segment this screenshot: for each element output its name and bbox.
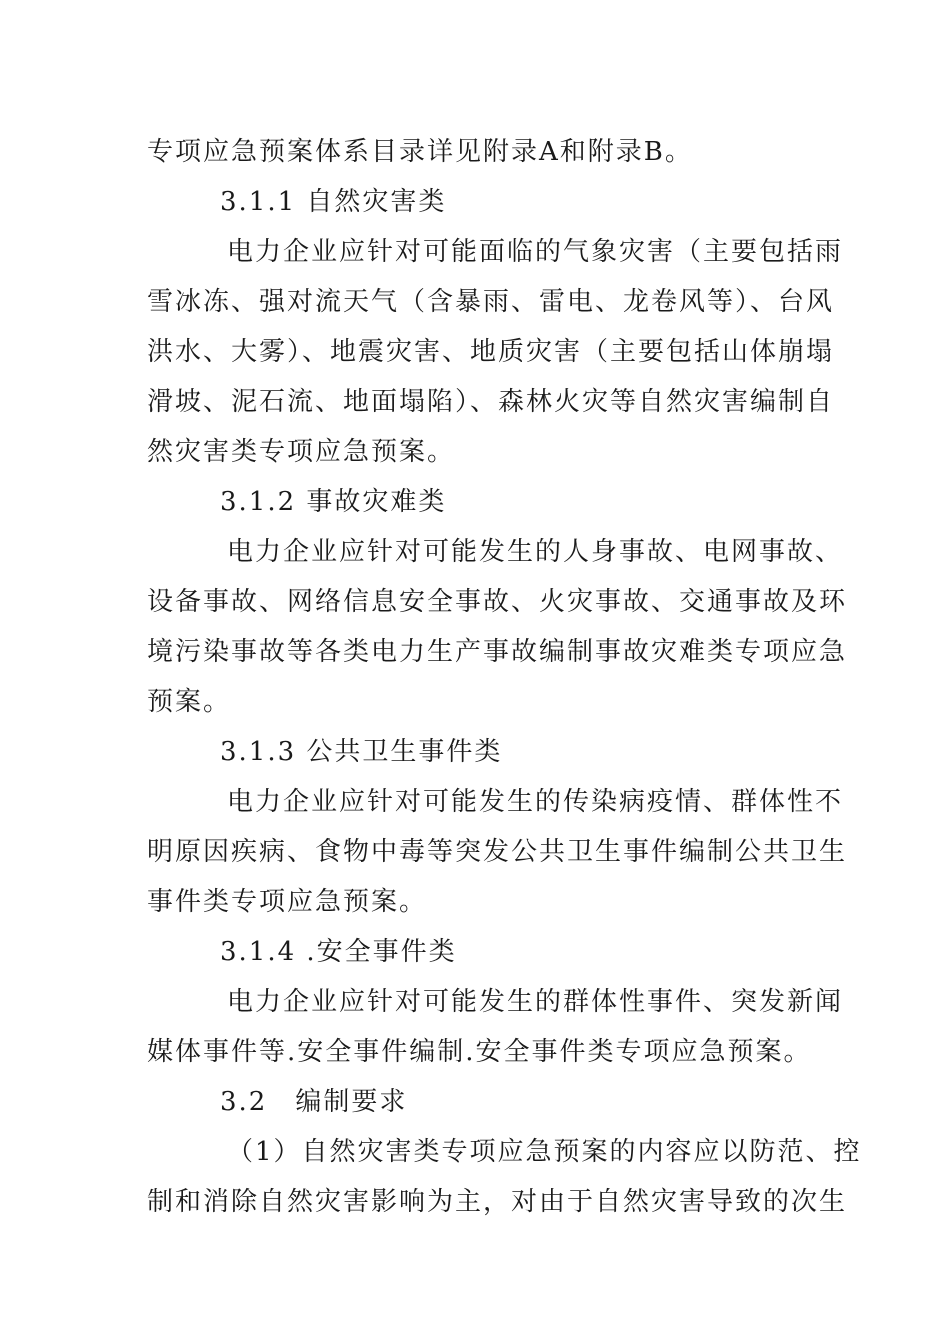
paragraph-line: 滑坡、泥石流、地面塌陷）、森林火灾等自然灾害编制自	[147, 387, 835, 417]
section-heading: 3.1.3 公共卫生事件类	[220, 737, 503, 767]
paragraph-line: 电力企业应针对可能面临的气象灾害（主要包括雨	[227, 237, 844, 267]
paragraph-line: 设备事故、网络信息安全事故、火灾事故、交通事故及环	[147, 587, 848, 617]
paragraph-line: 雪冰冻、强对流天气（含暴雨、雷电、龙卷风等）、台风	[147, 287, 835, 317]
paragraph-line: 洪水、大雾）、地震灾害、地质灾害（主要包括山体崩塌	[147, 337, 835, 367]
section-heading: 3.1.1 自然灾害类	[220, 187, 447, 217]
paragraph-line: 预案。	[147, 687, 232, 717]
paragraph-line: 电力企业应针对可能发生的群体性事件、突发新闻	[227, 987, 844, 1017]
paragraph-line: 电力企业应针对可能发生的传染病疫情、群体性不	[227, 787, 844, 817]
paragraph-line: 事件类专项应急预案。	[147, 887, 428, 917]
paragraph-line: 专项应急预案体系目录详见附录A和附录B。	[147, 137, 693, 167]
section-heading: 3.1.2 事故灾难类	[220, 487, 447, 517]
paragraph-line: 媒体事件等.安全事件编制.安全事件类专项应急预案。	[147, 1037, 812, 1067]
section-heading: 3.2 编制要求	[220, 1087, 408, 1117]
section-heading: 3.1.4 .安全事件类	[220, 937, 457, 967]
paragraph-line: （1）自然灾害类专项应急预案的内容应以防范、控	[227, 1137, 862, 1167]
paragraph-line: 境污染事故等各类电力生产事故编制事故灾难类专项应急	[147, 637, 848, 667]
paragraph-line: 制和消除自然灾害影响为主，对由于自然灾害导致的次生	[147, 1187, 848, 1217]
paragraph-line: 明原因疾病、食物中毒等突发公共卫生事件编制公共卫生	[147, 837, 848, 867]
paragraph-line: 电力企业应针对可能发生的人身事故、电网事故、	[227, 537, 844, 567]
paragraph-line: 然灾害类专项应急预案。	[147, 437, 456, 467]
